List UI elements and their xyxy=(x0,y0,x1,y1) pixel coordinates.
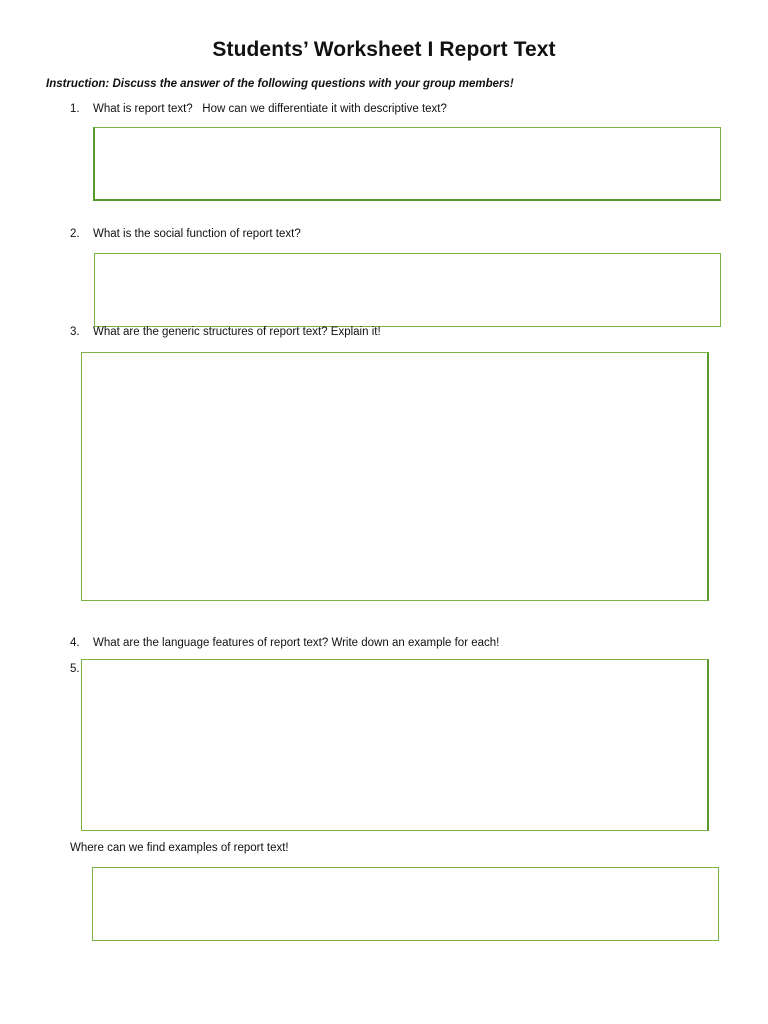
question-1-text: What is report text? How can we differentiate it with descriptive text? xyxy=(93,103,447,115)
question-2-text: What is the social function of report text? xyxy=(93,228,301,240)
question-5-number: 5. xyxy=(70,663,80,675)
question-3-number: 3. xyxy=(70,326,80,338)
question-3-text: What are the generic structures of report text? Explain it! xyxy=(93,326,381,338)
answer-box-4[interactable] xyxy=(81,659,709,831)
question-2-number: 2. xyxy=(70,228,80,240)
question-1-number: 1. xyxy=(70,103,80,115)
instruction-text: Instruction: Discuss the answer of the following questions with your group members! xyxy=(46,78,514,90)
question-6-text: Where can we find examples of report text! xyxy=(70,842,289,854)
question-4-text: What are the language features of report text? Write down an example for each! xyxy=(93,637,500,649)
worksheet-title: Students’ Worksheet I Report Text xyxy=(212,38,556,61)
answer-box-2[interactable] xyxy=(94,253,721,327)
question-4-number: 4. xyxy=(70,637,80,649)
answer-box-5[interactable] xyxy=(92,867,719,941)
answer-box-3[interactable] xyxy=(81,352,709,601)
answer-box-1[interactable] xyxy=(93,127,721,201)
